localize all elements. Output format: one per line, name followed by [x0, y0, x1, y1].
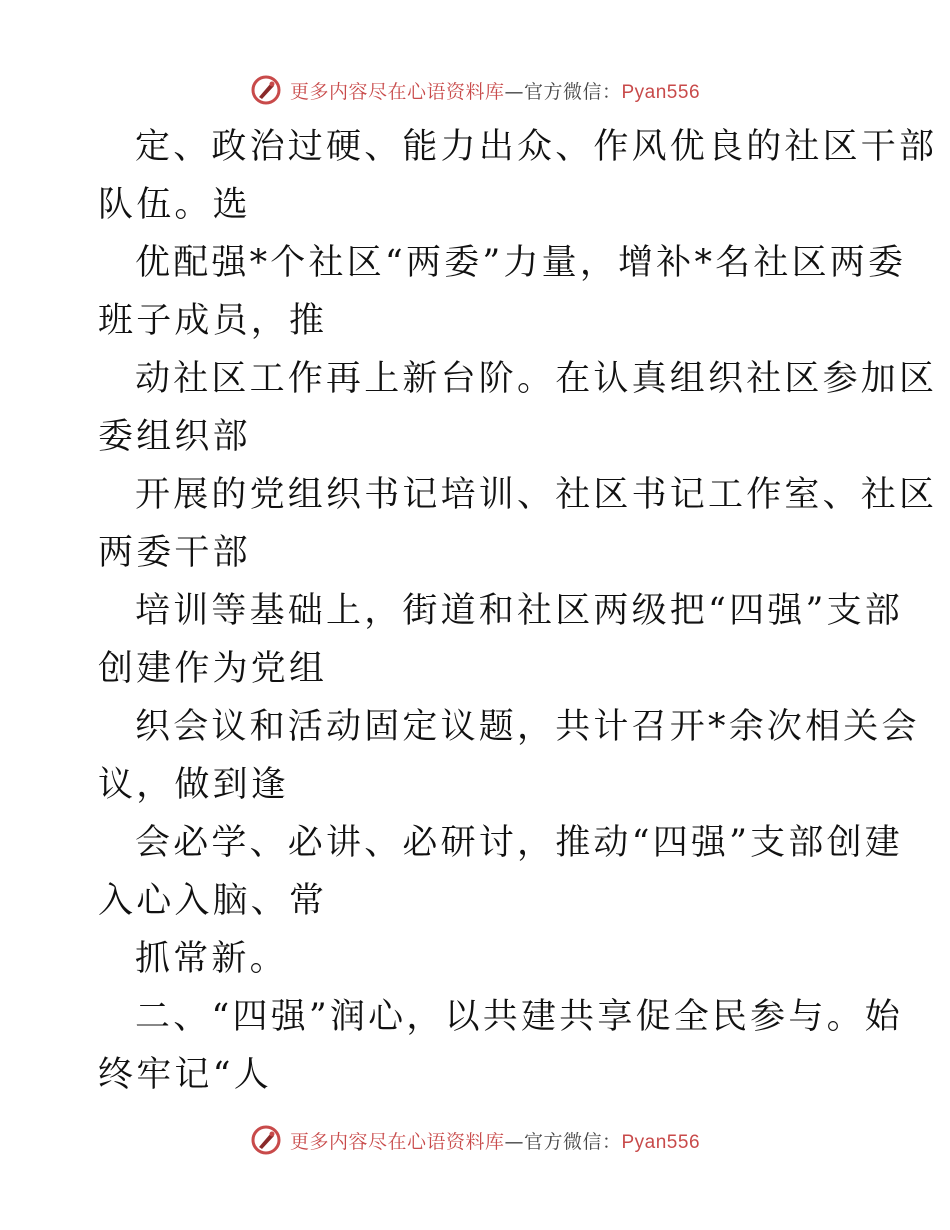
pen-logo-icon [250, 1124, 282, 1156]
watermark-wechat-label: 官方微信： [523, 1130, 622, 1153]
watermark-sep: — [504, 1130, 524, 1153]
text-line: 优配强*个社区“两委”力量，增补*名社区两委 [135, 243, 907, 283]
text-line: 动社区工作再上新台阶。在认真组织社区参加区 [135, 359, 938, 399]
text-line: 定、政治过硬、能力出众、作风优良的社区干部 [135, 127, 938, 167]
text-line: 开展的党组织书记培训、社区书记工作室、社区 [135, 475, 938, 515]
watermark-sep: — [504, 80, 524, 103]
text-line: 入心入脑、常 [98, 881, 328, 921]
watermark-main: 更多内容尽在心语资料库 [289, 80, 505, 103]
text-line: 织会议和活动固定议题，共计召开*余次相关会 [135, 707, 920, 747]
text-line: 队伍。选 [98, 185, 251, 225]
watermark-text [290, 77, 700, 104]
text-line: 班子成员，推 [98, 301, 328, 341]
text-line: 会必学、必讲、必研讨，推动“四强”支部创建 [135, 823, 903, 863]
pen-logo-icon [250, 74, 282, 106]
text-line: 议，做到逢 [98, 765, 290, 805]
document-body [98, 118, 938, 1104]
text-line: 抓常新。 [135, 939, 288, 979]
watermark-wechat-id: Pyan556 [621, 1131, 701, 1153]
text-line: 创建作为党组 [98, 649, 328, 689]
watermark-text [290, 1127, 700, 1154]
watermark-main: 更多内容尽在心语资料库 [289, 1130, 505, 1153]
watermark-wechat-label: 官方微信： [523, 80, 622, 103]
text-line: 委组织部 [98, 417, 251, 457]
text-line: 二、“四强”润心，以共建共享促全民参与。始 [135, 997, 903, 1037]
text-line: 两委干部 [98, 533, 251, 573]
watermark-header [0, 70, 950, 110]
watermark-footer [0, 1120, 950, 1160]
watermark-wechat-id: Pyan556 [621, 81, 701, 103]
text-line: 终牢记“人 [98, 1055, 272, 1095]
text-line: 培训等基础上，街道和社区两级把“四强”支部 [135, 591, 903, 631]
